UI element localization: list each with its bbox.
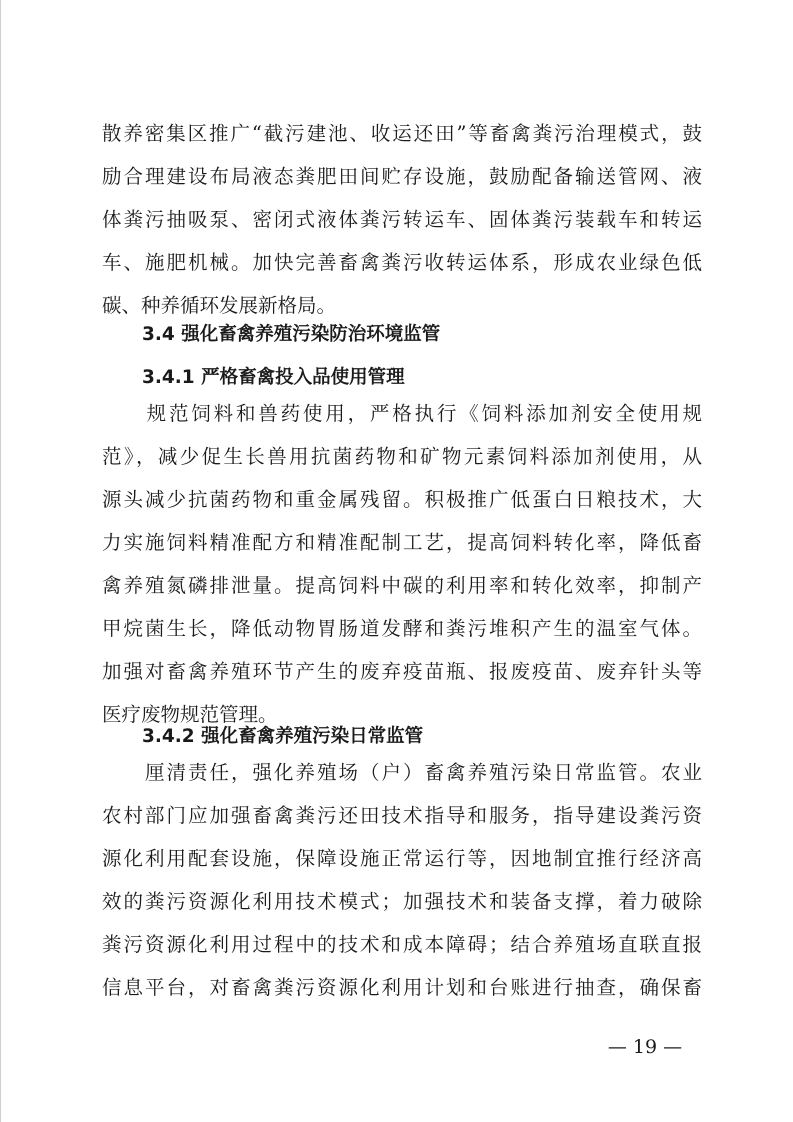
paragraph-3-line-5: 粪污资源化利用过程中的技术和成本障碍；结合养殖场直联直报: [102, 933, 702, 956]
paragraph-1-line-5: 碳、种养循环发展新格局。: [102, 294, 337, 317]
paragraph-2-line-7: 加强对畜禽养殖环节产生的废弃疫苗瓶、报废疫苗、废弃针头等: [102, 660, 702, 683]
paragraph-3-line-4: 效的粪污资源化利用技术模式；加强技术和装备支撑，着力破除: [102, 890, 702, 913]
paragraph-2-line-6: 甲烷菌生长，降低动物胃肠道发酵和粪污堆积产生的温室气体。: [102, 617, 702, 640]
paragraph-1-line-2: 励合理建设布局液态粪肥田间贮存设施，鼓励配备输送管网、液: [102, 165, 702, 188]
page-left-border: [0, 0, 1, 1122]
paragraph-3-line-2: 农村部门应加强畜禽粪污还田技术指导和服务，指导建设粪污资: [102, 804, 702, 827]
paragraph-2-line-5: 禽养殖氮磷排泄量。提高饲料中碳的利用率和转化效率，抑制产: [102, 574, 702, 597]
paragraph-2-line-3: 源头减少抗菌药物和重金属残留。积极推广低蛋白日粮技术，大: [102, 488, 702, 511]
paragraph-2-line-4: 力实施饲料精准配方和精准配制工艺，提高饲料转化率，降低畜: [102, 531, 702, 554]
paragraph-2-line-1: 规范饲料和兽药使用，严格执行《饲料添加剂安全使用规: [102, 402, 702, 425]
section-heading-3-4: 3.4 强化畜禽养殖污染防治环境监管: [142, 324, 441, 345]
paragraph-2-line-2: 范》，减少促生长兽用抗菌药物和矿物元素饲料添加剂使用，从: [102, 445, 702, 468]
paragraph-3-line-3: 源化利用配套设施，保障设施正常运行等，因地制宜推行经济高: [102, 847, 702, 870]
paragraph-3-line-1: 厘清责任，强化养殖场（户）畜禽养殖污染日常监管。农业: [102, 761, 702, 784]
paragraph-1-line-3: 体粪污抽吸泵、密闭式液体粪污转运车、固体粪污装载车和转运: [102, 208, 702, 231]
page-number: — 19 —: [607, 1036, 683, 1058]
section-heading-3-4-1: 3.4.1 严格畜禽投入品使用管理: [142, 367, 405, 388]
paragraph-3-line-6: 信息平台，对畜禽粪污资源化利用计划和台账进行抽查，确保畜: [102, 976, 702, 999]
paragraph-2-line-8: 医疗废物规范管理。: [102, 703, 278, 726]
section-heading-3-4-2: 3.4.2 强化畜禽养殖污染日常监管: [142, 726, 424, 747]
paragraph-1-line-1: 散养密集区推广“截污建池、收运还田”等畜禽粪污治理模式，鼓: [102, 122, 702, 145]
paragraph-1-line-4: 车、施肥机械。加快完善畜禽粪污收转运体系，形成农业绿色低: [102, 251, 702, 274]
